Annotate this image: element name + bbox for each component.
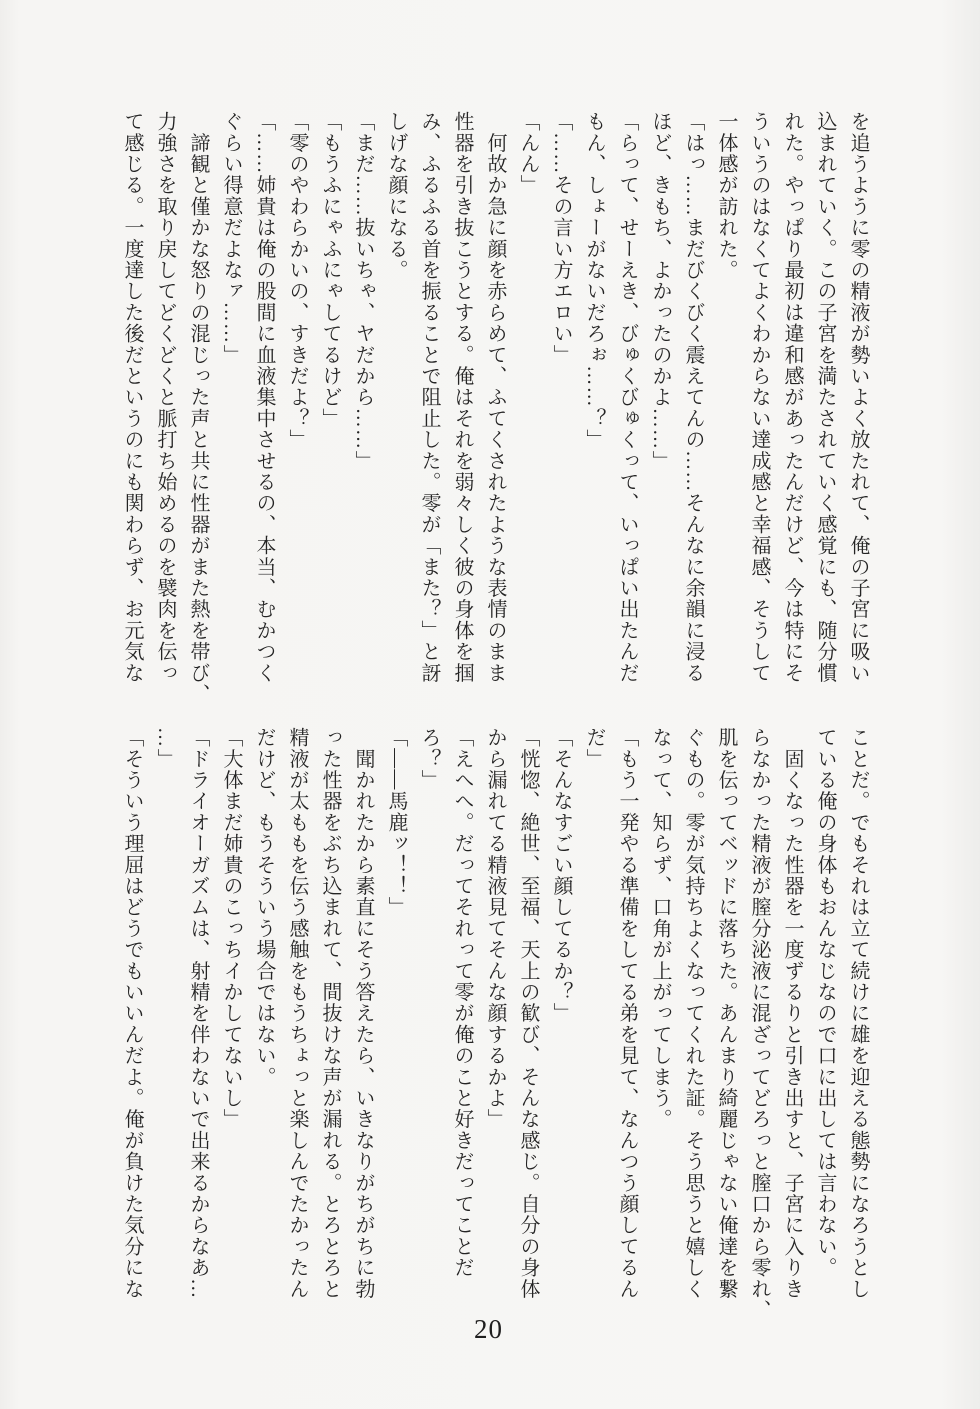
text-line: 固くなった性器を一度ずるりと引き出すと、子宮に入りき (781, 727, 803, 1300)
text-line: ほど、きもち、よかったのかよ……」 (649, 111, 671, 472)
text-line: 「そんなすごい顔してるか？」 (550, 727, 572, 1024)
text-line: 込まれていく。この子宮を満たされていく感覚にも、随分慣 (814, 111, 836, 684)
text-line: 「んん」 (517, 111, 539, 196)
text-line: 「……姉貴は俺の股間に血液集中させるの、本当、むかつく (253, 111, 275, 684)
text-line: ぐもの。零が気持ちよくなってくれた証。そう思うと嬉しく (682, 727, 704, 1300)
text-line: ぐらい得意だよなァ……」 (220, 111, 242, 366)
text-line: み、ふるふる首を振ることで阻止した。零が「また？」と訝 (418, 111, 440, 684)
text-line: 肌を伝ってベッドに落ちた。あんまり綺麗じゃない俺達を繋 (715, 727, 737, 1300)
text-line: ことだ。でもそれは立て続けに雄を迎える態勢になろうとし (847, 727, 869, 1300)
text-line: 力強さを取り戻してどくどくと脈打ち始めるのを襞肉を伝っ (154, 111, 176, 684)
text-line: らなかった精液が膣分泌液に混ざってどろっと膣口から零れ、 (748, 727, 770, 1321)
text-line: を追うように零の精液が勢いよく放たれて、俺の子宮に吸い (847, 111, 869, 684)
text-block-bottom (115, 727, 874, 1327)
text-line: 性器を引き抜こうとする。俺はそれを弱々しく彼の身体を掴 (451, 111, 473, 684)
text-line: 「ドライオーガズムは、射精を伴わないで出来るからなあ… (187, 727, 209, 1300)
text-line: 「もう一発やる準備をしてる弟を見て、なんつう顔してるん (616, 727, 638, 1300)
text-line: った性器をぶち込まれて、間抜けな声が漏れる。とろとろと (319, 727, 341, 1300)
text-line: て感じる。一度達した後だというのにも関わらず、お元気な (121, 111, 143, 684)
text-line: 「まだ……抜いちゃ、ヤだから……」 (352, 111, 374, 472)
text-line: 「もうふにゃふにゃしてるけど」 (319, 111, 341, 429)
text-line: だけど、もうそういう場合ではない。 (253, 727, 275, 1088)
text-line: なって、知らず、口角が上がってしまう。 (649, 727, 671, 1130)
text-line: もん、しょーがないだろぉ……？」 (583, 111, 605, 451)
text-line: 「零のやわらかいの、すきだよ？」 (286, 111, 308, 451)
text-line: 「大体まだ姉貴のこっちイかしてないし」 (220, 727, 242, 1130)
text-line: 「——馬鹿ッ！！」 (385, 727, 407, 918)
text-line: 「はっ……まだびくびく震えてんの……そんなに余韻に浸る (682, 111, 704, 684)
text-line: 聞かれたから素直にそう答えたら、いきなりがちがちに勃 (352, 727, 374, 1300)
text-block-top (115, 111, 874, 711)
text-line: ういうのはなくてよくわからない達成感と幸福感、そうして (748, 111, 770, 684)
text-line: だ」 (583, 727, 605, 770)
text-line: 「らって、せーえき、びゅくびゅくって、いっぱい出たんだ (616, 111, 638, 684)
text-line: ている俺の身体もおんなじなので口に出しては言わない。 (814, 727, 836, 1279)
text-line: 「えへへ。だってそれって零が俺のこと好きだってことだ (451, 727, 473, 1279)
text-line: から漏れてる精液見てそんな顔するかよ」 (484, 727, 506, 1130)
text-line: しげな顔になる。 (385, 111, 407, 281)
text-line: 何故か急に顔を赤らめて、ふてくされたような表情のまま (484, 111, 506, 684)
text-line: 精液が太ももを伝う感触をもうちょっと楽しんでたかったん (286, 727, 308, 1300)
text-line: れた。やっぱり最初は違和感があったんだけど、今は特にそ (781, 111, 803, 684)
text-line: ろ？」 (418, 727, 440, 791)
text-line: 「……その言い方エロい」 (550, 111, 572, 366)
text-line: 「そういう理屈はどうでもいいんだよ。俺が負けた気分にな (121, 727, 143, 1300)
text-line: 「恍惚、絶世、至福、天上の歓び、そんな感じ。自分の身体 (517, 727, 539, 1300)
text-line: 諦観と僅かな怒りの混じった声と共に性器がまた熱を帯び、 (187, 111, 209, 705)
page-number: 20 (474, 1314, 503, 1344)
text-line: …」 (154, 727, 176, 770)
text-line: 一体感が訪れた。 (715, 111, 737, 281)
